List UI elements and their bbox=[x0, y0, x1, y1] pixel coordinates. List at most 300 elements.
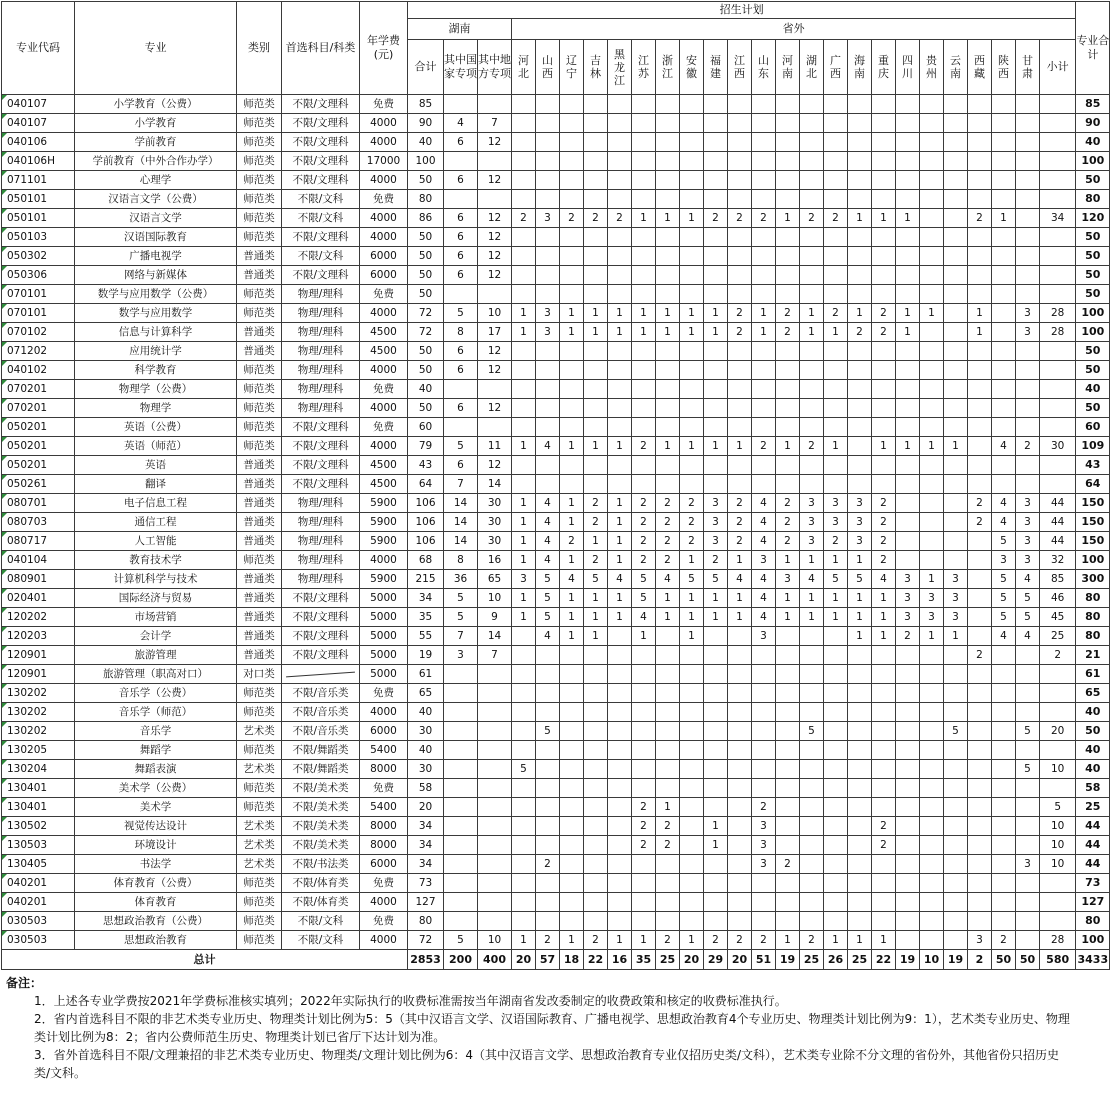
province-cell bbox=[920, 703, 944, 722]
province-cell: 2 bbox=[536, 855, 560, 874]
header-local: 其中地方专项 bbox=[478, 40, 512, 95]
province-cell bbox=[944, 741, 968, 760]
province-cell bbox=[728, 627, 752, 646]
province-cell: 1 bbox=[680, 589, 704, 608]
category-cell: 普通类 bbox=[237, 266, 282, 285]
local-cell: 10 bbox=[478, 931, 512, 950]
hunan-total-cell: 85 bbox=[408, 95, 444, 114]
province-cell bbox=[560, 475, 584, 494]
national-cell: 5 bbox=[444, 589, 478, 608]
fee-cell: 4000 bbox=[360, 228, 408, 247]
province-cell: 1 bbox=[704, 323, 728, 342]
province-cell bbox=[896, 95, 920, 114]
province-cell bbox=[728, 703, 752, 722]
province-cell bbox=[1016, 247, 1040, 266]
province-cell bbox=[512, 779, 536, 798]
province-cell bbox=[632, 874, 656, 893]
province-cell bbox=[824, 722, 848, 741]
major-code-cell: 120202 bbox=[2, 608, 75, 627]
province-cell bbox=[704, 760, 728, 779]
fee-cell: 5900 bbox=[360, 513, 408, 532]
province-cell: 3 bbox=[920, 608, 944, 627]
category-cell: 普通类 bbox=[237, 608, 282, 627]
province-cell bbox=[632, 152, 656, 171]
province-cell bbox=[680, 266, 704, 285]
province-cell bbox=[632, 380, 656, 399]
fee-cell: 免费 bbox=[360, 190, 408, 209]
province-cell bbox=[896, 418, 920, 437]
category-cell: 艺术类 bbox=[237, 760, 282, 779]
local-cell: 12 bbox=[478, 266, 512, 285]
province-cell bbox=[944, 95, 968, 114]
province-cell bbox=[704, 874, 728, 893]
province-cell bbox=[680, 456, 704, 475]
province-cell bbox=[776, 361, 800, 380]
province-cell bbox=[584, 190, 608, 209]
province-cell bbox=[992, 646, 1016, 665]
province-cell bbox=[632, 779, 656, 798]
province-cell bbox=[680, 646, 704, 665]
province-cell: 1 bbox=[560, 323, 584, 342]
province-cell bbox=[848, 380, 872, 399]
province-cell: 2 bbox=[776, 323, 800, 342]
province-cell bbox=[944, 874, 968, 893]
local-cell bbox=[478, 665, 512, 684]
hunan-total-cell: 34 bbox=[408, 855, 444, 874]
province-cell: 2 bbox=[560, 209, 584, 228]
major-name-cell: 数学与应用数学（公费） bbox=[75, 285, 237, 304]
major-code-cell: 050201 bbox=[2, 418, 75, 437]
local-cell: 30 bbox=[478, 513, 512, 532]
province-cell bbox=[968, 665, 992, 684]
province-cell: 1 bbox=[512, 551, 536, 570]
province-cell bbox=[968, 399, 992, 418]
province-cell bbox=[920, 836, 944, 855]
province-cell bbox=[704, 380, 728, 399]
province-cell: 1 bbox=[776, 589, 800, 608]
hunan-total-cell: 106 bbox=[408, 513, 444, 532]
major-name-cell: 美术学（公费） bbox=[75, 779, 237, 798]
subtotal-cell: 44 bbox=[1040, 532, 1076, 551]
table-row bbox=[2, 646, 1110, 665]
province-cell: 1 bbox=[680, 304, 704, 323]
province-cell bbox=[632, 190, 656, 209]
local-cell: 12 bbox=[478, 399, 512, 418]
province-cell bbox=[680, 418, 704, 437]
province-cell bbox=[1016, 779, 1040, 798]
province-cell bbox=[584, 418, 608, 437]
province-cell bbox=[848, 418, 872, 437]
local-cell bbox=[478, 703, 512, 722]
province-cell: 3 bbox=[752, 855, 776, 874]
province-cell bbox=[680, 912, 704, 931]
fee-cell: 4500 bbox=[360, 475, 408, 494]
table-row bbox=[2, 171, 1110, 190]
province-cell bbox=[848, 228, 872, 247]
province-cell: 5 bbox=[680, 570, 704, 589]
province-cell bbox=[872, 684, 896, 703]
local-cell: 14 bbox=[478, 627, 512, 646]
province-cell bbox=[656, 760, 680, 779]
subtotal-cell bbox=[1040, 247, 1076, 266]
province-cell bbox=[944, 817, 968, 836]
province-cell bbox=[608, 399, 632, 418]
province-cell bbox=[656, 247, 680, 266]
province-cell bbox=[968, 779, 992, 798]
province-cell bbox=[728, 133, 752, 152]
province-cell bbox=[776, 418, 800, 437]
province-cell bbox=[944, 380, 968, 399]
local-cell bbox=[478, 855, 512, 874]
province-cell bbox=[776, 665, 800, 684]
subject-cell: 物理/理科 bbox=[282, 494, 360, 513]
province-cell: 2 bbox=[872, 817, 896, 836]
hunan-total-cell: 86 bbox=[408, 209, 444, 228]
province-cell bbox=[752, 722, 776, 741]
province-cell bbox=[800, 798, 824, 817]
province-cell bbox=[584, 171, 608, 190]
province-cell: 2 bbox=[800, 437, 824, 456]
province-cell: 5 bbox=[992, 589, 1016, 608]
province-cell bbox=[824, 152, 848, 171]
province-cell: 1 bbox=[776, 209, 800, 228]
province-cell: 4 bbox=[560, 570, 584, 589]
province-cell bbox=[512, 171, 536, 190]
province-cell bbox=[848, 342, 872, 361]
fee-cell: 免费 bbox=[360, 684, 408, 703]
province-cell bbox=[800, 665, 824, 684]
province-cell bbox=[992, 456, 1016, 475]
province-cell: 1 bbox=[728, 437, 752, 456]
national-cell: 5 bbox=[444, 304, 478, 323]
province-cell bbox=[968, 114, 992, 133]
subject-cell: 物理/理科 bbox=[282, 342, 360, 361]
province-cell: 2 bbox=[584, 209, 608, 228]
category-cell: 师范类 bbox=[237, 399, 282, 418]
subject-cell: 不限/美术类 bbox=[282, 779, 360, 798]
total-province-cell: 35 bbox=[632, 950, 656, 970]
province-cell bbox=[968, 741, 992, 760]
province-cell: 2 bbox=[680, 532, 704, 551]
province-cell bbox=[608, 342, 632, 361]
province-cell bbox=[776, 152, 800, 171]
province-cell: 2 bbox=[512, 209, 536, 228]
province-cell bbox=[584, 285, 608, 304]
province-cell bbox=[944, 836, 968, 855]
province-cell bbox=[824, 361, 848, 380]
hunan-total-cell: 34 bbox=[408, 817, 444, 836]
major-code-cell: 050302 bbox=[2, 247, 75, 266]
province-cell bbox=[704, 361, 728, 380]
province-cell bbox=[848, 171, 872, 190]
national-cell bbox=[444, 285, 478, 304]
category-cell: 师范类 bbox=[237, 114, 282, 133]
major-code-cell: 130401 bbox=[2, 798, 75, 817]
major-name-cell: 广播电视学 bbox=[75, 247, 237, 266]
subtotal-cell bbox=[1040, 893, 1076, 912]
category-cell: 普通类 bbox=[237, 627, 282, 646]
province-cell bbox=[608, 817, 632, 836]
province-cell bbox=[560, 380, 584, 399]
national-cell: 14 bbox=[444, 532, 478, 551]
major-total-cell: 44 bbox=[1076, 836, 1110, 855]
province-cell bbox=[728, 190, 752, 209]
province-cell bbox=[632, 342, 656, 361]
province-cell: 4 bbox=[536, 551, 560, 570]
province-cell bbox=[560, 342, 584, 361]
province-cell: 1 bbox=[632, 304, 656, 323]
subject-cell: 不限/音乐类 bbox=[282, 722, 360, 741]
province-cell bbox=[896, 114, 920, 133]
major-code-cell: 020401 bbox=[2, 589, 75, 608]
province-cell bbox=[992, 304, 1016, 323]
province-cell bbox=[728, 342, 752, 361]
province-cell bbox=[944, 912, 968, 931]
major-total-cell: 65 bbox=[1076, 684, 1110, 703]
hunan-total-cell: 73 bbox=[408, 874, 444, 893]
subtotal-cell bbox=[1040, 266, 1076, 285]
total-province-cell: 50 bbox=[992, 950, 1016, 970]
province-cell bbox=[992, 665, 1016, 684]
category-cell: 普通类 bbox=[237, 570, 282, 589]
province-cell: 1 bbox=[560, 513, 584, 532]
province-cell bbox=[872, 874, 896, 893]
province-cell bbox=[632, 171, 656, 190]
province-cell bbox=[896, 380, 920, 399]
province-cell bbox=[848, 456, 872, 475]
province-cell bbox=[824, 190, 848, 209]
province-cell bbox=[536, 133, 560, 152]
table-row bbox=[2, 475, 1110, 494]
province-cell: 1 bbox=[704, 817, 728, 836]
province-cell bbox=[992, 361, 1016, 380]
header-province: 安徽 bbox=[680, 40, 704, 95]
fee-cell: 5400 bbox=[360, 798, 408, 817]
total-province-cell: 22 bbox=[584, 950, 608, 970]
province-cell bbox=[608, 114, 632, 133]
province-cell: 3 bbox=[1016, 532, 1040, 551]
province-cell bbox=[872, 855, 896, 874]
province-cell bbox=[1016, 912, 1040, 931]
province-cell bbox=[728, 874, 752, 893]
province-cell: 3 bbox=[776, 570, 800, 589]
category-cell: 师范类 bbox=[237, 171, 282, 190]
table-row bbox=[2, 722, 1110, 741]
province-cell: 4 bbox=[656, 570, 680, 589]
subject-cell: 物理/理科 bbox=[282, 285, 360, 304]
province-cell bbox=[896, 741, 920, 760]
province-cell: 4 bbox=[800, 570, 824, 589]
province-cell bbox=[704, 152, 728, 171]
province-cell bbox=[920, 285, 944, 304]
province-cell bbox=[632, 456, 656, 475]
subtotal-cell bbox=[1040, 228, 1076, 247]
hunan-total-cell: 40 bbox=[408, 703, 444, 722]
major-total-cell: 50 bbox=[1076, 399, 1110, 418]
province-cell bbox=[512, 912, 536, 931]
national-cell: 6 bbox=[444, 133, 478, 152]
province-cell: 1 bbox=[944, 627, 968, 646]
total-province-cell: 20 bbox=[680, 950, 704, 970]
province-cell: 3 bbox=[848, 494, 872, 513]
province-cell: 1 bbox=[800, 551, 824, 570]
province-cell bbox=[920, 247, 944, 266]
province-cell bbox=[608, 855, 632, 874]
province-cell bbox=[872, 456, 896, 475]
province-cell bbox=[896, 494, 920, 513]
local-cell: 14 bbox=[478, 475, 512, 494]
province-cell: 1 bbox=[728, 608, 752, 627]
province-cell bbox=[752, 114, 776, 133]
province-cell bbox=[776, 114, 800, 133]
province-cell bbox=[968, 133, 992, 152]
province-cell bbox=[536, 836, 560, 855]
major-total-cell: 300 bbox=[1076, 570, 1110, 589]
province-cell: 2 bbox=[872, 323, 896, 342]
province-cell bbox=[632, 741, 656, 760]
province-cell bbox=[560, 684, 584, 703]
province-cell bbox=[848, 646, 872, 665]
province-cell bbox=[512, 247, 536, 266]
province-cell bbox=[704, 171, 728, 190]
province-cell: 1 bbox=[968, 323, 992, 342]
province-cell bbox=[872, 665, 896, 684]
province-cell bbox=[584, 779, 608, 798]
province-cell bbox=[920, 817, 944, 836]
fee-cell: 4000 bbox=[360, 893, 408, 912]
national-cell bbox=[444, 874, 478, 893]
province-cell bbox=[512, 855, 536, 874]
province-cell bbox=[920, 133, 944, 152]
header-province: 海南 bbox=[848, 40, 872, 95]
major-total-cell: 80 bbox=[1076, 589, 1110, 608]
province-cell bbox=[536, 399, 560, 418]
subject-cell: 物理/理科 bbox=[282, 361, 360, 380]
major-code-cell: 080703 bbox=[2, 513, 75, 532]
province-cell bbox=[608, 722, 632, 741]
province-cell: 2 bbox=[872, 304, 896, 323]
province-cell: 1 bbox=[776, 931, 800, 950]
hunan-total-cell: 50 bbox=[408, 171, 444, 190]
major-total-cell: 40 bbox=[1076, 741, 1110, 760]
province-cell: 2 bbox=[656, 817, 680, 836]
province-cell bbox=[752, 361, 776, 380]
header-province: 山西 bbox=[536, 40, 560, 95]
category-cell: 艺术类 bbox=[237, 817, 282, 836]
major-code-cell: 130401 bbox=[2, 779, 75, 798]
province-cell bbox=[704, 665, 728, 684]
province-cell bbox=[704, 418, 728, 437]
major-name-cell: 书法学 bbox=[75, 855, 237, 874]
subject-cell: 不限/美术类 bbox=[282, 817, 360, 836]
major-name-cell: 小学教育（公费） bbox=[75, 95, 237, 114]
province-cell bbox=[896, 684, 920, 703]
province-cell: 3 bbox=[800, 532, 824, 551]
major-total-cell: 120 bbox=[1076, 209, 1110, 228]
major-total-cell: 44 bbox=[1076, 855, 1110, 874]
province-cell: 2 bbox=[584, 931, 608, 950]
major-name-cell: 汉语言文学（公费） bbox=[75, 190, 237, 209]
province-cell bbox=[656, 133, 680, 152]
province-cell bbox=[872, 133, 896, 152]
province-cell bbox=[824, 418, 848, 437]
subject-cell: 不限/文理科 bbox=[282, 437, 360, 456]
national-cell: 6 bbox=[444, 171, 478, 190]
province-cell: 1 bbox=[680, 627, 704, 646]
major-total-cell: 85 bbox=[1076, 95, 1110, 114]
province-cell: 4 bbox=[752, 608, 776, 627]
province-cell bbox=[680, 779, 704, 798]
national-cell: 6 bbox=[444, 361, 478, 380]
subtotal-cell: 2 bbox=[1040, 646, 1076, 665]
province-cell bbox=[680, 684, 704, 703]
province-cell bbox=[872, 342, 896, 361]
province-cell: 1 bbox=[824, 323, 848, 342]
province-cell bbox=[824, 665, 848, 684]
fee-cell: 4000 bbox=[360, 551, 408, 570]
total-province-cell: 25 bbox=[848, 950, 872, 970]
province-cell bbox=[680, 152, 704, 171]
province-cell bbox=[704, 893, 728, 912]
province-cell bbox=[968, 684, 992, 703]
province-cell: 1 bbox=[920, 627, 944, 646]
subtotal-cell bbox=[1040, 285, 1076, 304]
province-cell bbox=[848, 437, 872, 456]
province-cell bbox=[896, 342, 920, 361]
subtotal-cell bbox=[1040, 665, 1076, 684]
major-name-cell: 舞蹈表演 bbox=[75, 760, 237, 779]
province-cell: 1 bbox=[560, 304, 584, 323]
subject-cell: 物理/理科 bbox=[282, 532, 360, 551]
major-name-cell: 国际经济与贸易 bbox=[75, 589, 237, 608]
total-province-cell: 57 bbox=[536, 950, 560, 970]
table-row bbox=[2, 779, 1110, 798]
province-cell bbox=[752, 475, 776, 494]
fee-cell: 4000 bbox=[360, 209, 408, 228]
province-cell bbox=[872, 152, 896, 171]
province-cell: 5 bbox=[536, 722, 560, 741]
province-cell bbox=[536, 665, 560, 684]
province-cell: 2 bbox=[728, 532, 752, 551]
province-cell: 5 bbox=[992, 570, 1016, 589]
province-cell bbox=[680, 380, 704, 399]
province-cell bbox=[752, 779, 776, 798]
province-cell bbox=[848, 855, 872, 874]
province-cell bbox=[776, 760, 800, 779]
province-cell bbox=[632, 247, 656, 266]
fee-cell: 6000 bbox=[360, 722, 408, 741]
province-cell: 5 bbox=[800, 722, 824, 741]
major-name-cell: 通信工程 bbox=[75, 513, 237, 532]
subtotal-cell bbox=[1040, 874, 1076, 893]
major-name-cell: 英语（公费） bbox=[75, 418, 237, 437]
province-cell: 1 bbox=[560, 437, 584, 456]
province-cell bbox=[896, 665, 920, 684]
province-cell bbox=[752, 874, 776, 893]
province-cell: 2 bbox=[704, 931, 728, 950]
category-cell: 普通类 bbox=[237, 247, 282, 266]
province-cell bbox=[1016, 399, 1040, 418]
province-cell bbox=[584, 228, 608, 247]
province-cell bbox=[1016, 190, 1040, 209]
province-cell bbox=[800, 266, 824, 285]
local-cell bbox=[478, 741, 512, 760]
province-cell: 3 bbox=[800, 513, 824, 532]
header-major: 专业 bbox=[75, 2, 237, 95]
subject-cell: 不限/文科 bbox=[282, 931, 360, 950]
province-cell bbox=[584, 266, 608, 285]
province-cell bbox=[512, 703, 536, 722]
